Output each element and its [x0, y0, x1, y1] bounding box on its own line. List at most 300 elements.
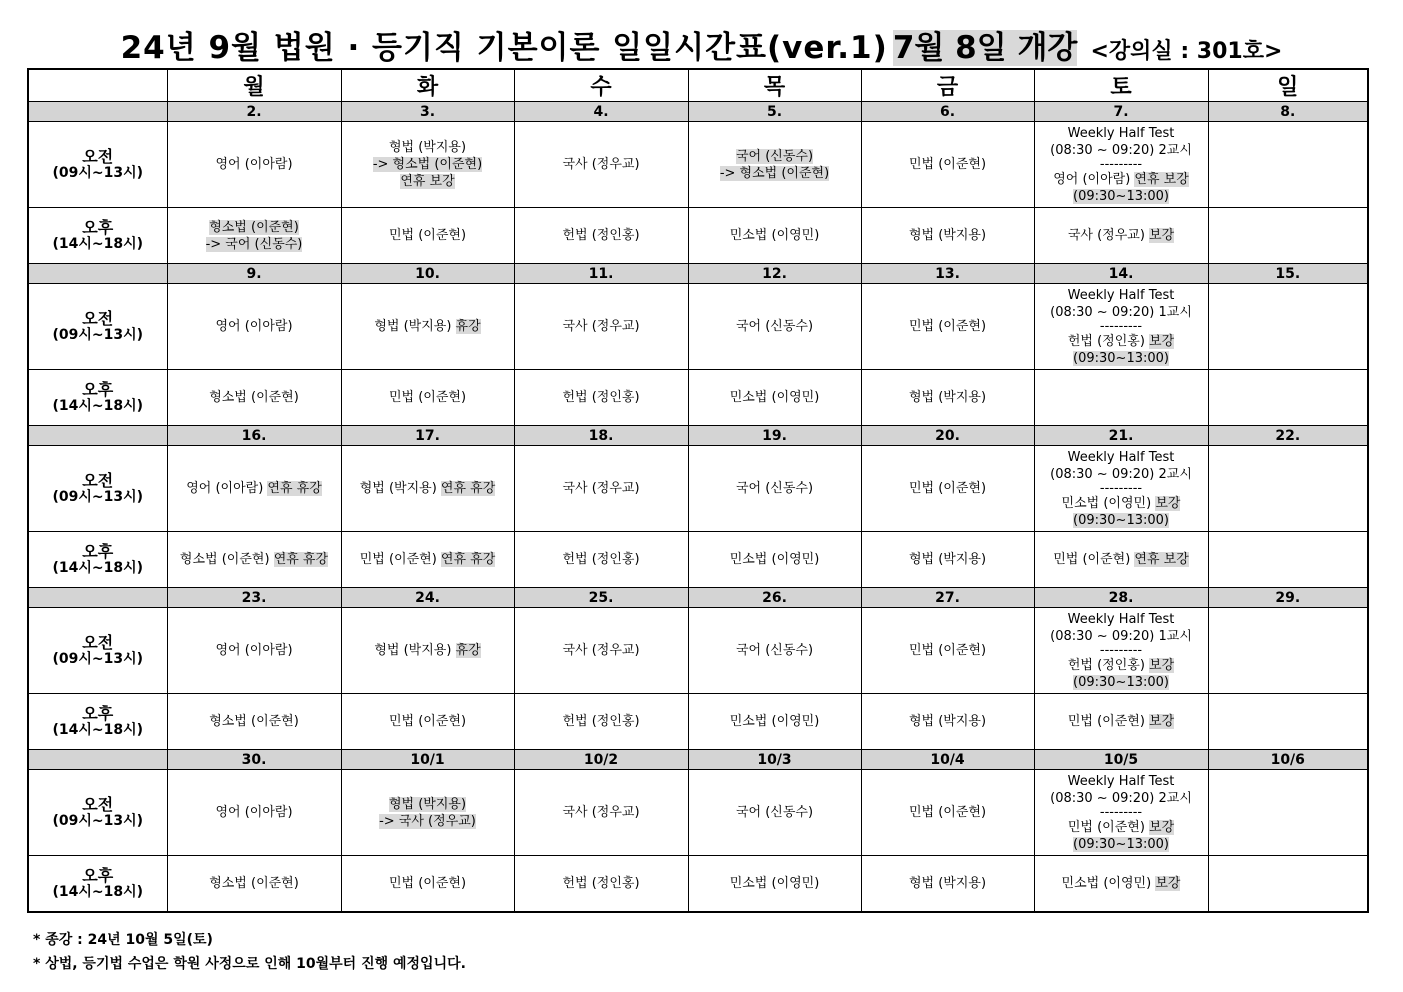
class-cell [341, 608, 514, 694]
period-label [28, 446, 167, 532]
afternoon-row [28, 370, 1368, 426]
class-line [1035, 287, 1208, 304]
class-line [342, 642, 514, 659]
class-cell [688, 284, 861, 370]
class-line [689, 389, 861, 406]
class-text: 헌법 (정인홍) [562, 390, 640, 405]
class-line [342, 173, 514, 190]
class-text: 민법 (이준현) [908, 805, 987, 820]
weekday-header: 금 [861, 69, 1034, 102]
class-text: (09:30~13:00) [1073, 674, 1169, 690]
period-label [28, 532, 167, 588]
date-cell: 10/6 [1208, 750, 1368, 770]
date-row-label [28, 264, 167, 284]
class-text: 국어 (신동수) [735, 805, 814, 820]
class-text: 국어 (신동수) [735, 643, 814, 658]
class-cell [1208, 608, 1368, 694]
class-text: (09:30~13:00) [1073, 836, 1169, 852]
class-line [168, 318, 341, 335]
title-main: 24년 9월 법원 · 등기직 기본이론 일일시간표(ver.1) [120, 30, 888, 66]
class-line [1035, 804, 1208, 820]
class-text: 형소법 (이준현) [209, 714, 299, 729]
period-label [28, 608, 167, 694]
status-tag: 보강 [1155, 876, 1181, 891]
class-cell [1034, 694, 1208, 750]
date-cell: 28. [1034, 588, 1208, 608]
class-line [515, 480, 688, 497]
status-tag: 보강 [1155, 495, 1181, 511]
class-line [168, 713, 341, 730]
period-time: (14시~18시) [52, 721, 144, 738]
class-text: 헌법 (정인홍) [562, 876, 640, 891]
class-text: 형법 (박지용) [908, 552, 987, 567]
class-text: 민법 (이준현) [388, 228, 467, 243]
class-text: 헌법 (정인홍) [562, 714, 640, 729]
class-cell [1034, 532, 1208, 588]
status-tag: 보강 [1149, 333, 1175, 349]
class-text: 형법 (박지용) [908, 714, 987, 729]
date-cell: 10. [341, 264, 514, 284]
class-line [515, 713, 688, 730]
class-text: (08:30 ~ 09:20) 2교시 [1050, 790, 1192, 806]
afternoon-row [28, 856, 1368, 913]
class-text: Weekly Half Test [1067, 125, 1175, 141]
class-line [168, 551, 341, 568]
class-cell [1034, 446, 1208, 532]
class-line [515, 551, 688, 568]
class-line [1035, 188, 1208, 205]
date-row-label [28, 102, 167, 122]
date-cell: 13. [861, 264, 1034, 284]
date-cell: 3. [341, 102, 514, 122]
period-name: 오후 [82, 541, 114, 561]
class-text: -> 국어 (신동수) [205, 236, 303, 252]
period-time: (14시~18시) [52, 235, 144, 252]
class-line [1035, 657, 1208, 674]
period-time: (09시~13시) [52, 812, 144, 829]
class-line [689, 227, 861, 244]
class-text: 형법 (박지용) [908, 390, 987, 405]
class-text: 형소법 (이준현) [209, 390, 299, 405]
class-text: 형법 (박지용) [374, 319, 456, 334]
period-name: 오전 [82, 146, 114, 166]
class-text: 민소법 (이영민) [729, 876, 820, 891]
date-cell: 26. [688, 588, 861, 608]
class-line [1035, 674, 1208, 691]
class-line [862, 318, 1034, 335]
class-text: 국어 (신동수) [735, 481, 814, 496]
date-cell: 4. [514, 102, 688, 122]
class-text: 헌법 (정인홍) [562, 552, 640, 567]
class-cell [688, 446, 861, 532]
class-cell [341, 446, 514, 532]
class-text: 국사 (정우교) [562, 319, 640, 334]
class-line [1035, 449, 1208, 466]
weekday-header: 토 [1034, 69, 1208, 102]
class-cell [1034, 208, 1208, 264]
date-cell: 8. [1208, 102, 1368, 122]
class-text: 영어 (이아람) [1053, 171, 1135, 187]
class-line [1035, 713, 1208, 730]
date-cell: 10/1 [341, 750, 514, 770]
class-text: (08:30 ~ 09:20) 1교시 [1050, 628, 1192, 644]
class-line [1035, 512, 1208, 529]
date-cell: 2. [167, 102, 341, 122]
class-line [862, 804, 1034, 821]
status-tag: 연휴 휴강 [267, 481, 322, 496]
date-row [28, 102, 1368, 122]
class-text: 영어 (이아람) [215, 805, 293, 820]
status-tag: 연휴 보강 [1134, 171, 1189, 187]
date-cell: 20. [861, 426, 1034, 446]
class-text: 민소법 (이영민) [1061, 495, 1156, 511]
class-text: (09:30~13:00) [1073, 350, 1169, 366]
class-cell [341, 370, 514, 426]
period-time: (09시~13시) [52, 326, 144, 343]
weekday-header: 수 [514, 69, 688, 102]
weekday-header: 월 [167, 69, 341, 102]
class-text: --------- [1099, 480, 1143, 496]
class-line [1035, 227, 1208, 244]
date-cell: 27. [861, 588, 1034, 608]
date-row [28, 426, 1368, 446]
date-row [28, 588, 1368, 608]
class-cell [861, 446, 1034, 532]
class-text: 민법 (이준현) [359, 552, 441, 567]
class-cell [1034, 856, 1208, 913]
class-line [1035, 480, 1208, 496]
class-line [1035, 333, 1208, 350]
class-cell [688, 608, 861, 694]
class-line [342, 813, 514, 830]
period-time: (14시~18시) [52, 559, 144, 576]
class-text: Weekly Half Test [1067, 287, 1175, 303]
date-cell: 12. [688, 264, 861, 284]
class-line [515, 804, 688, 821]
date-cell: 21. [1034, 426, 1208, 446]
status-tag: 보강 [1149, 228, 1175, 243]
status-tag: 휴강 [455, 643, 481, 658]
class-line [168, 219, 341, 236]
date-cell: 11. [514, 264, 688, 284]
date-cell: 25. [514, 588, 688, 608]
class-text: 민법 (이준현) [388, 390, 467, 405]
period-label [28, 122, 167, 208]
class-cell [167, 370, 341, 426]
class-text: --------- [1099, 642, 1143, 658]
class-text: 국사 (정우교) [1067, 228, 1150, 243]
class-cell [1034, 770, 1208, 856]
period-name: 오전 [82, 470, 114, 490]
class-line [862, 156, 1034, 173]
class-text: 형소법 (이준현) [209, 219, 299, 235]
class-cell [341, 770, 514, 856]
class-cell [861, 532, 1034, 588]
weekday-header-row [28, 69, 1368, 102]
class-text: 형법 (박지용) [388, 796, 467, 812]
class-line [689, 318, 861, 335]
class-text: 영어 (이아람) [215, 319, 293, 334]
class-text: 헌법 (정인홍) [1067, 657, 1150, 673]
class-line [1035, 836, 1208, 853]
class-cell [167, 208, 341, 264]
weekday-header: 목 [688, 69, 861, 102]
class-text: 영어 (이아람) [215, 157, 293, 172]
class-text: --------- [1099, 804, 1143, 820]
period-time: (09시~13시) [52, 164, 144, 181]
period-name: 오전 [82, 794, 114, 814]
class-line [1035, 125, 1208, 142]
class-cell [1034, 608, 1208, 694]
class-text: Weekly Half Test [1067, 449, 1175, 465]
class-cell [1208, 370, 1368, 426]
class-text: Weekly Half Test [1067, 611, 1175, 627]
weekday-header: 화 [341, 69, 514, 102]
class-line [862, 389, 1034, 406]
date-row-label [28, 426, 167, 446]
date-row-label [28, 750, 167, 770]
class-text: 영어 (이아람) [215, 643, 293, 658]
class-cell [167, 532, 341, 588]
class-line [515, 318, 688, 335]
class-cell [861, 122, 1034, 208]
class-text: 민법 (이준현) [908, 157, 987, 172]
class-cell [167, 284, 341, 370]
class-text: (08:30 ~ 09:20) 1교시 [1050, 304, 1192, 320]
class-cell [341, 694, 514, 750]
morning-row [28, 284, 1368, 370]
class-line [168, 156, 341, 173]
class-text: 민법 (이준현) [1053, 552, 1135, 567]
class-text: 헌법 (정인홍) [1067, 333, 1150, 349]
class-cell [861, 770, 1034, 856]
date-cell: 22. [1208, 426, 1368, 446]
class-cell [688, 122, 861, 208]
date-cell: 10/2 [514, 750, 688, 770]
class-cell [341, 284, 514, 370]
class-cell [1208, 284, 1368, 370]
class-cell [514, 608, 688, 694]
date-cell: 17. [341, 426, 514, 446]
period-name: 오후 [82, 703, 114, 723]
class-cell [167, 122, 341, 208]
class-cell [167, 694, 341, 750]
morning-row [28, 446, 1368, 532]
class-line [342, 480, 514, 497]
status-tag: 연휴 휴강 [273, 552, 329, 567]
afternoon-row [28, 694, 1368, 750]
class-cell [341, 532, 514, 588]
class-line [1035, 875, 1208, 892]
class-line [689, 642, 861, 659]
class-cell [688, 370, 861, 426]
period-time: (09시~13시) [52, 650, 144, 667]
class-line [862, 480, 1034, 497]
class-cell [514, 208, 688, 264]
class-line [1035, 819, 1208, 836]
footnote-end-date: * 종강 : 24년 10월 5일(토) [33, 932, 213, 948]
class-text: 민법 (이준현) [1067, 819, 1150, 835]
class-cell [1208, 208, 1368, 264]
class-line [689, 165, 861, 182]
class-cell [514, 532, 688, 588]
class-line [862, 713, 1034, 730]
date-cell: 10/3 [688, 750, 861, 770]
class-cell [1208, 694, 1368, 750]
class-cell [341, 856, 514, 913]
class-line [342, 875, 514, 892]
class-cell [514, 856, 688, 913]
class-cell [861, 208, 1034, 264]
class-line [342, 796, 514, 813]
class-text: 국사 (정우교) [562, 157, 640, 172]
class-text: -> 국사 (정우교) [379, 813, 476, 829]
class-line [1035, 156, 1208, 172]
date-row [28, 750, 1368, 770]
corner-cell [28, 69, 167, 102]
class-line [689, 713, 861, 730]
status-tag: 보강 [1149, 657, 1175, 673]
period-name: 오전 [82, 308, 114, 328]
class-text: (09:30~13:00) [1073, 512, 1169, 528]
page-title [0, 22, 1403, 66]
class-text: 국사 (정우교) [562, 805, 640, 820]
class-cell [1208, 770, 1368, 856]
date-cell: 10/4 [861, 750, 1034, 770]
class-line [1035, 350, 1208, 367]
class-cell [861, 370, 1034, 426]
class-line [1035, 551, 1208, 568]
weekday-header: 일 [1208, 69, 1368, 102]
date-cell: 15. [1208, 264, 1368, 284]
class-line [342, 389, 514, 406]
class-text: 민법 (이준현) [1067, 714, 1150, 729]
class-cell [514, 122, 688, 208]
class-text: 영어 (이아람) [186, 481, 268, 496]
date-cell: 6. [861, 102, 1034, 122]
class-cell [341, 208, 514, 264]
period-time: (14시~18시) [52, 883, 144, 900]
status-tag: 연휴 휴강 [440, 552, 496, 567]
class-line [689, 480, 861, 497]
morning-row [28, 770, 1368, 856]
period-time: (09시~13시) [52, 488, 144, 505]
status-tag: 연휴 보강 [1134, 552, 1189, 567]
period-name: 오전 [82, 632, 114, 652]
class-text: (08:30 ~ 09:20) 2교시 [1050, 466, 1192, 482]
class-text: 민법 (이준현) [908, 319, 987, 334]
class-text: 형법 (박지용) [374, 643, 456, 658]
title-opening-date: 7월 8일 개강 [892, 30, 1078, 66]
class-line [342, 713, 514, 730]
class-line [168, 480, 341, 497]
class-text: 형법 (박지용) [908, 228, 987, 243]
period-name: 오후 [82, 379, 114, 399]
date-row-label [28, 588, 167, 608]
class-line [168, 236, 341, 253]
date-cell: 19. [688, 426, 861, 446]
class-line [168, 875, 341, 892]
class-line [515, 227, 688, 244]
class-cell [861, 284, 1034, 370]
class-line [689, 551, 861, 568]
period-label [28, 770, 167, 856]
class-line [1035, 773, 1208, 790]
class-line [342, 551, 514, 568]
period-label [28, 208, 167, 264]
class-cell [688, 694, 861, 750]
date-cell: 10/5 [1034, 750, 1208, 770]
class-text: 국어 (신동수) [735, 319, 814, 334]
class-cell [1208, 532, 1368, 588]
schedule-table [27, 68, 1369, 913]
class-line [168, 804, 341, 821]
class-cell [688, 532, 861, 588]
date-cell: 14. [1034, 264, 1208, 284]
class-cell [514, 446, 688, 532]
class-cell [688, 208, 861, 264]
class-cell [1208, 122, 1368, 208]
class-cell [167, 446, 341, 532]
class-cell [1034, 370, 1208, 426]
footnotes [33, 928, 466, 976]
class-text: 형법 (박지용) [359, 481, 441, 496]
date-cell: 23. [167, 588, 341, 608]
period-label [28, 694, 167, 750]
class-text: --------- [1099, 318, 1143, 334]
class-text: 민법 (이준현) [388, 714, 467, 729]
class-cell [861, 608, 1034, 694]
class-text: 민소법 (이영민) [729, 552, 820, 567]
class-cell [688, 770, 861, 856]
class-text: 민소법 (이영민) [1061, 876, 1156, 891]
class-line [342, 227, 514, 244]
afternoon-row [28, 532, 1368, 588]
class-line [862, 551, 1034, 568]
class-text: 형법 (박지용) [388, 140, 467, 155]
date-row [28, 264, 1368, 284]
class-text: 형법 (박지용) [908, 876, 987, 891]
class-cell [514, 694, 688, 750]
class-text: 민법 (이준현) [908, 481, 987, 496]
date-cell: 16. [167, 426, 341, 446]
class-text: Weekly Half Test [1067, 773, 1175, 789]
class-line [689, 148, 861, 165]
class-line [515, 642, 688, 659]
period-name: 오후 [82, 217, 114, 237]
class-line [862, 642, 1034, 659]
class-line [862, 227, 1034, 244]
class-text: 민소법 (이영민) [729, 714, 820, 729]
date-cell: 24. [341, 588, 514, 608]
class-line [1035, 495, 1208, 512]
class-line [1035, 642, 1208, 658]
class-cell [1034, 122, 1208, 208]
date-cell: 7. [1034, 102, 1208, 122]
class-line [168, 389, 341, 406]
class-line [342, 156, 514, 173]
class-text: 국사 (정우교) [562, 643, 640, 658]
class-cell [688, 856, 861, 913]
class-text: --------- [1099, 156, 1143, 172]
date-cell: 5. [688, 102, 861, 122]
class-text: 국어 (신동수) [735, 148, 814, 164]
class-cell [341, 122, 514, 208]
class-text: 헌법 (정인홍) [562, 228, 640, 243]
class-text: 민소법 (이영민) [729, 228, 820, 243]
class-line [342, 318, 514, 335]
period-label [28, 370, 167, 426]
